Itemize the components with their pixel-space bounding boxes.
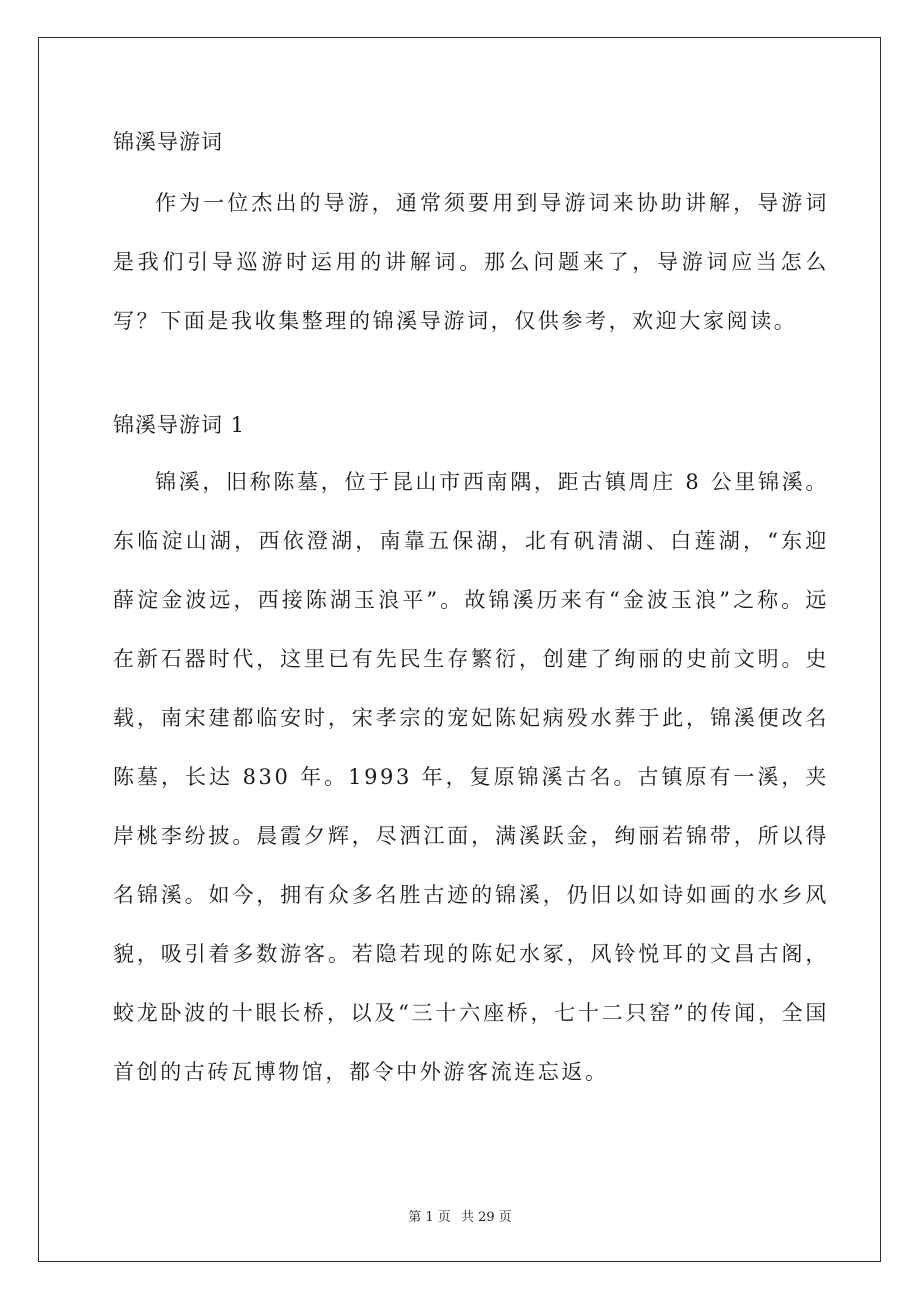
- page-footer: [0, 1206, 920, 1225]
- page-number: 第 1 页: [408, 1210, 451, 1225]
- document-title: 锦溪导游词: [113, 130, 223, 154]
- section-paragraph: 锦溪，旧称陈墓，位于昆山市西南隅，距古镇周庄 8 公里锦溪。东临淀山湖，西依澄湖，南靠五保湖，北有矾清湖、白莲湖，“东迎薛淀金波远，西接陈湖玉浪平”。故锦溪历来有“金波玉浪”之称。远在新石器时代，这里已有先民生存繁衍，创建了绚丽的史前文明。史载，南宋建都临安时，宋孝宗的宠妃陈妃病殁水葬于此，锦溪便改名陈墓，长达 830 年。1993 年，复原锦溪古名。古镇原有一溪，夹岸桃李纷披。晨霞夕辉，尽洒江面，满溪跃金，绚丽若锦带，所以得名锦溪。如今，拥有众多名胜古迹的锦溪，仍旧以如诗如画的水乡风貌，吸引着多数游客。若隐若现的陈妃水冢，风铃悦耳的文昌古阁，蛟龙卧波的十眼长桥，以及“三十六座桥，七十二只窑”的传闻，全国首创的古砖瓦博物馆，都令中外游客流连忘返。: [113, 470, 829, 1084]
- section-block: [113, 453, 829, 1102]
- section-title: 锦溪导游词 1: [113, 413, 246, 437]
- intro-paragraph: 作为一位杰出的导游，通常须要用到导游词来协助讲解，导游词是我们引导巡游时运用的讲解词。那么问题来了，导游词应当怎么写？下面是我收集整理的锦溪导游词，仅供参考，欢迎大家阅读。: [113, 191, 829, 333]
- intro-block: [113, 174, 829, 351]
- document-body: [113, 120, 829, 1102]
- page-total: 共 29 页: [460, 1210, 512, 1225]
